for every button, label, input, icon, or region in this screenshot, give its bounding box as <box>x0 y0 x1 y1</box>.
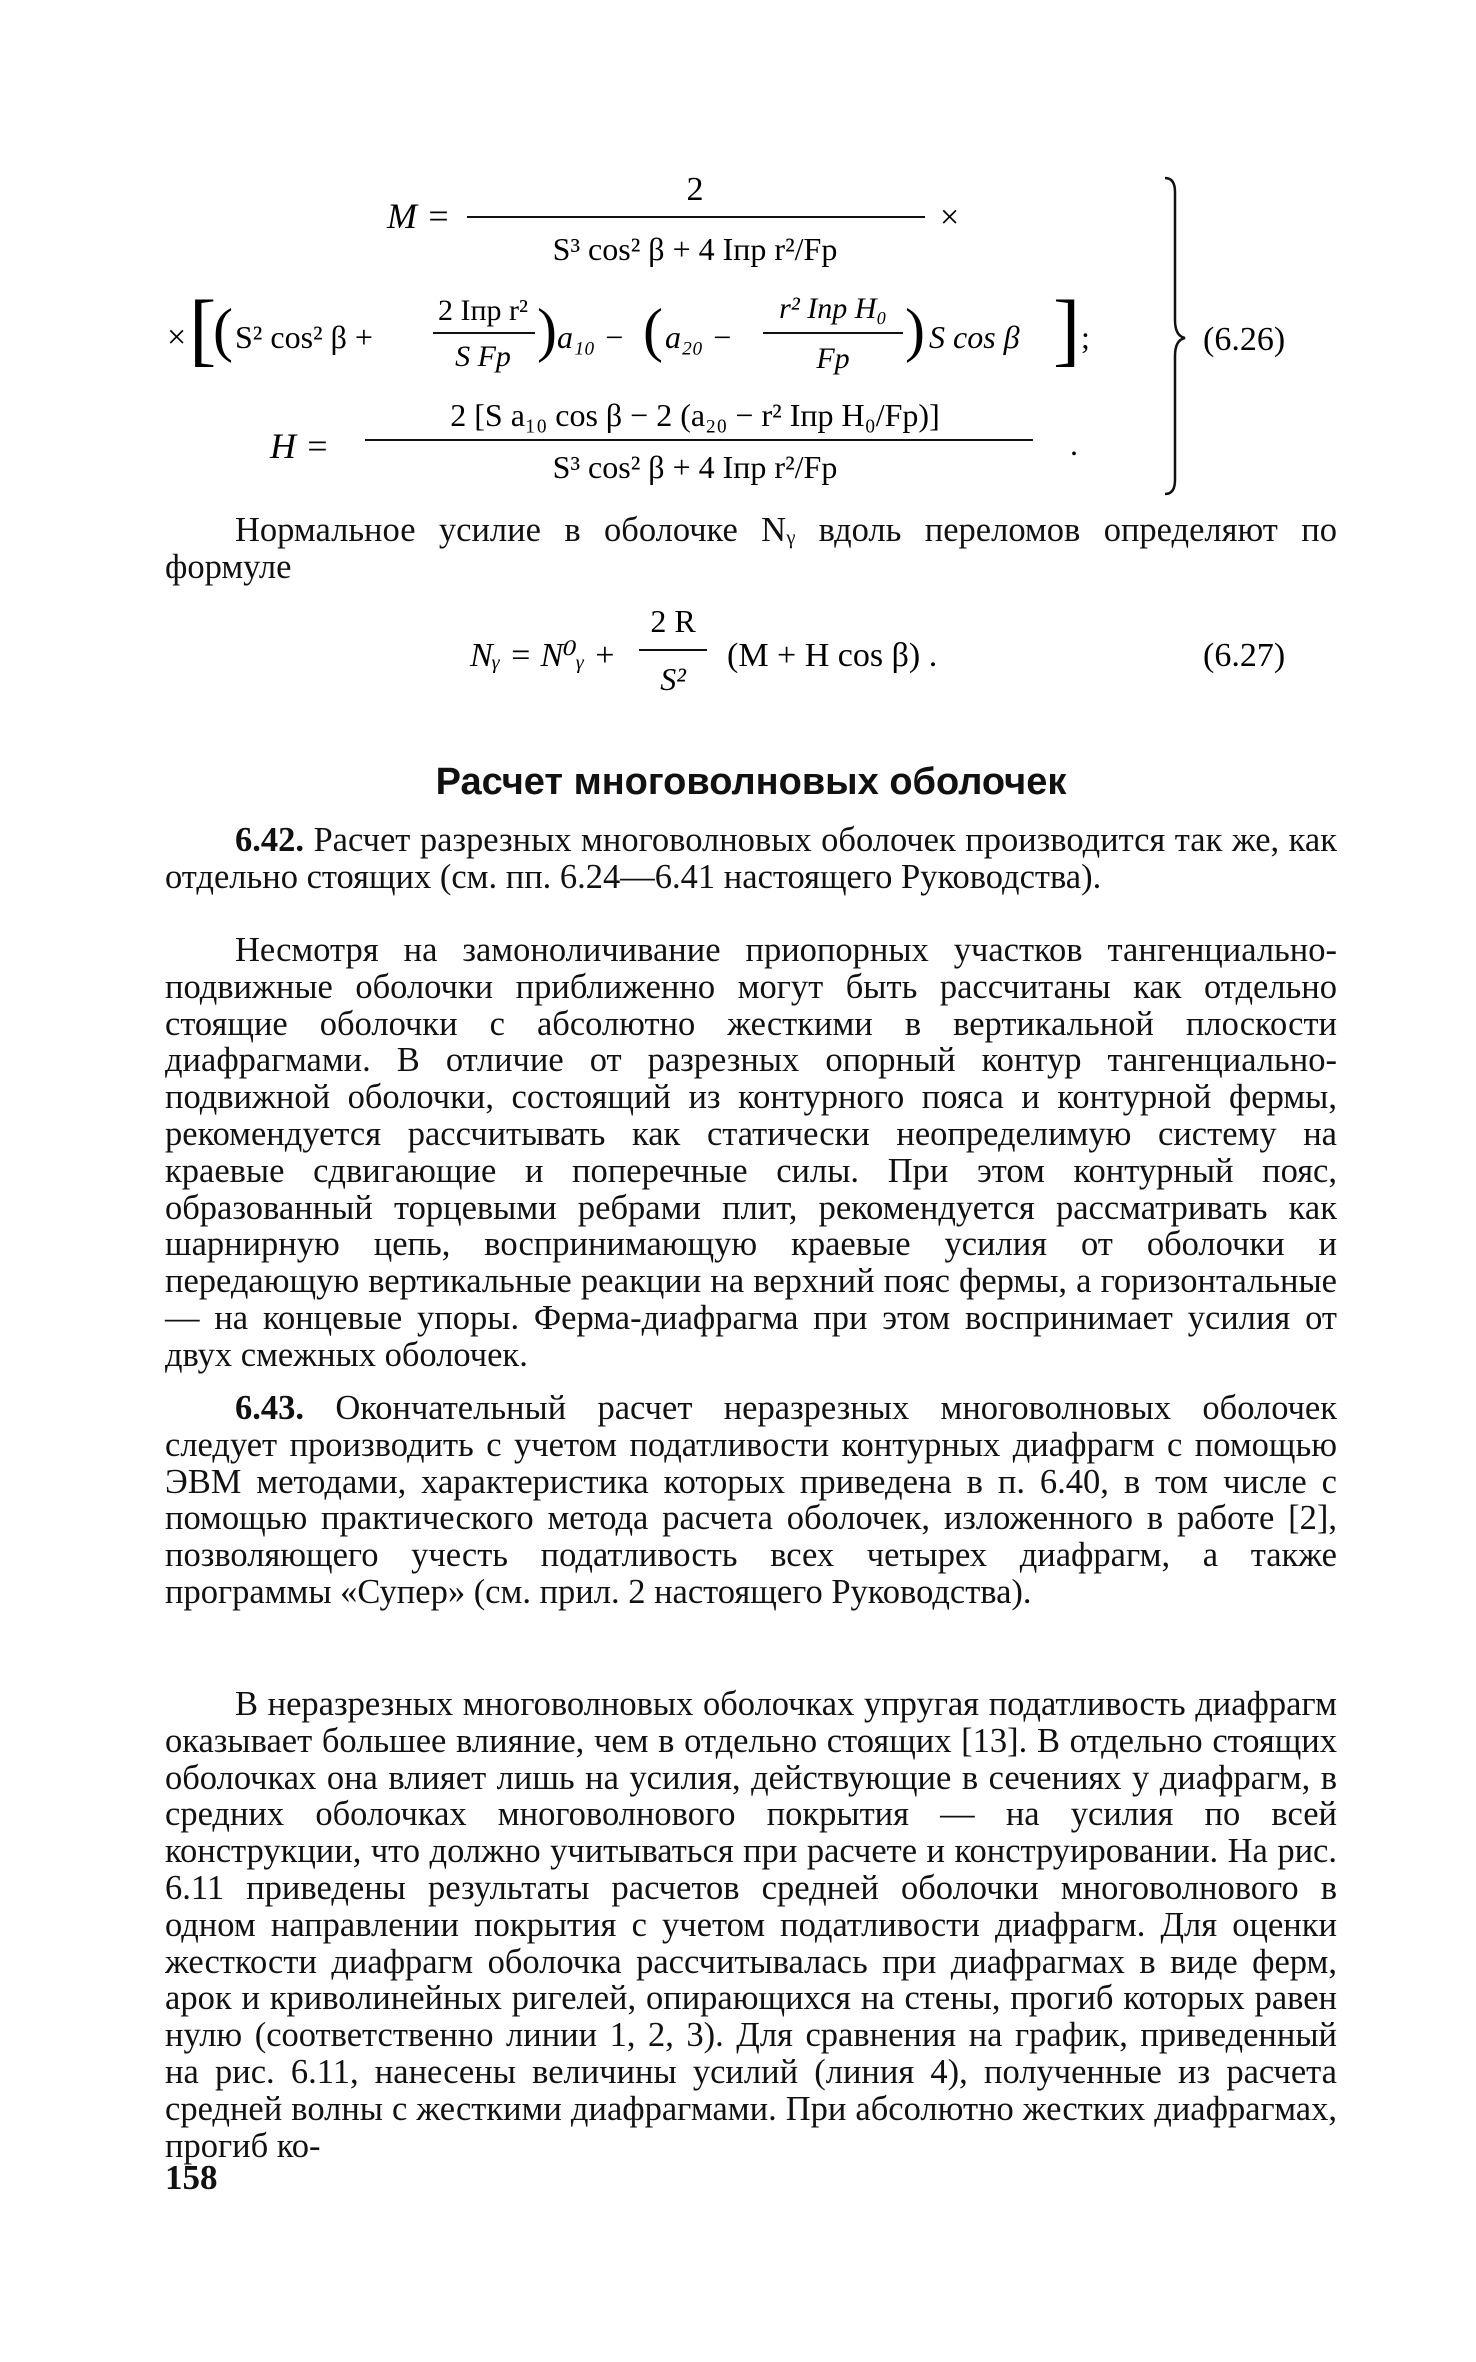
paren-right-2: ) <box>905 297 925 363</box>
h-period: . <box>1070 426 1078 462</box>
formula-6-26 <box>165 170 1335 500</box>
semicolon: ; <box>1081 319 1090 355</box>
clause-number-6-43: 6.43. <box>235 1389 304 1427</box>
section-title: Расчет многоволновых оболочек <box>435 761 1067 803</box>
h-lhs: H = <box>270 426 330 466</box>
formula-6-27-svg <box>165 592 1335 704</box>
formula-6-27 <box>165 592 1335 704</box>
frac-b-numerator: r² Iпр H₀ <box>779 292 887 325</box>
h-numerator: 2 [S a₁₀ cos β − 2 (a₂₀ − r² Iпр H₀/Fр)] <box>450 397 940 433</box>
line2-times-sign: × <box>167 319 187 356</box>
paren-right-1: ) <box>537 297 557 363</box>
paragraph-6-43 <box>165 1390 1337 1611</box>
paren-left-2: ( <box>643 297 663 363</box>
formula-6-26-svg <box>165 170 1335 500</box>
paragraph-6-42 <box>165 822 1337 896</box>
paragraph-compliance: В неразрезных многоволновых оболочках упругая податливость диафрагм оказывает большее влияние, чем в отдельно стоящих [13]. В отдельно стоящих оболочках она влияет лишь на усилия, действующие в сечениях у диафрагм, в средних оболочках многоволнового покрытия — на усилия по всей конструкции, что должно учитываться при расчете и конструировании. На рис. 6.11 приведены результаты расчетов средней оболочки многоволнового в одном направлении покрытия с учетом податливости диафрагм. Для оценки жесткости диафрагм оболочка рассчитывалась при диафрагмах в виде ферм, арок и криволинейных ригелей, опирающихся на стены, прогиб которых равен нулю (соответственно линии 1, 2, 3). Для сравнения на график, приведенный на рис. 6.11, нанесены величины усилий (линия 4), полученные из расчета средней волны с жесткими диафрагмами. При абсолютно жестких диафрагмах, прогиб ко- <box>165 1685 1337 2165</box>
big-bracket-right: ] <box>1053 283 1081 374</box>
frac-a-denominator: S Fр <box>455 340 511 373</box>
clause-text-6-43: Окончательный расчет неразрезных многоволновых оболочек следует производить с учетом податливости контурных диафрагм с помощью ЭВМ методами, характеристика которых приведена в п. 6.40, в том числе с помощью практического метода расчета оболочек, изложенного в работе [2], позволяющего учесть податливость всех четырех диафрагм, а также программы «Супер» (см. прил. 2 настоящего Руководства). <box>165 1389 1337 1611</box>
frac-2r-denominator: S² <box>660 661 686 697</box>
ny-rhs: (M + H cos β) . <box>727 637 938 674</box>
big-bracket-left: [ <box>189 283 217 374</box>
s-cos-beta: S cos β <box>929 319 1020 355</box>
line2-part1: S² cos² β + <box>235 319 373 355</box>
page-number: 158 <box>165 2158 218 2197</box>
a10-term: a₁₀ − <box>557 319 625 355</box>
clause-number-6-42: 6.42. <box>235 821 304 859</box>
times-sign: × <box>940 199 960 236</box>
frac-2r-numerator: 2 R <box>650 603 696 639</box>
m-lhs: M = <box>387 196 451 236</box>
ny-lhs: Nᵧ = N⁰ᵧ + <box>470 637 617 674</box>
equation-number-6-26: (6.26) <box>1203 321 1286 358</box>
paragraph-contour: Несмотря на замоноличивание приопорных участков тангенциально-подвижные оболочки приближенно могут быть рассчитаны как отдельно стоящие оболочки с абсолютно жесткими в вертикальной плоскости диафрагмами. В отличие от разрезных опорный контур тангенциально-подвижной оболочки, состоящий из контурного пояса и контурной фермы, рекомендуется рассчитывать как статически неопределимую систему на краевые сдвигающие и поперечные силы. При этом контурный пояс, образованный торцевыми ребрами плит, рекомендуется рассматривать как шарнирную цепь, воспринимающую краевые усилия от оболочки и передающую вертикальные реакции на верхний пояс фермы, а горизонтальные — на концевые упоры. Ферма-диафрагма при этом воспринимает усилия от двух смежных оболочек. <box>165 931 1337 1374</box>
equation-number-6-27: (6.27) <box>1203 637 1286 674</box>
m-numerator: 2 <box>686 171 704 208</box>
frac-a-numerator: 2 Iпр r² <box>437 294 529 327</box>
right-brace-icon <box>1165 178 1185 494</box>
paragraph-normal-force: Нормальное усилие в оболочке Nᵧ вдоль переломов определяют по формуле <box>165 511 1337 586</box>
m-denominator: S³ cos² β + 4 Iпр r²/Fр <box>552 231 838 267</box>
h-denominator: S³ cos² β + 4 Iпр r²/Fр <box>552 449 838 485</box>
a20-term: a₂₀ − <box>665 319 733 355</box>
clause-text-6-42: Расчет разрезных многоволновых оболочек производится так же, как отдельно стоящих (см. пп. 6.24—6.41 настоящего Руководства). <box>165 821 1337 896</box>
paren-left-1: ( <box>213 297 233 363</box>
frac-b-denominator: Fр <box>816 342 850 375</box>
